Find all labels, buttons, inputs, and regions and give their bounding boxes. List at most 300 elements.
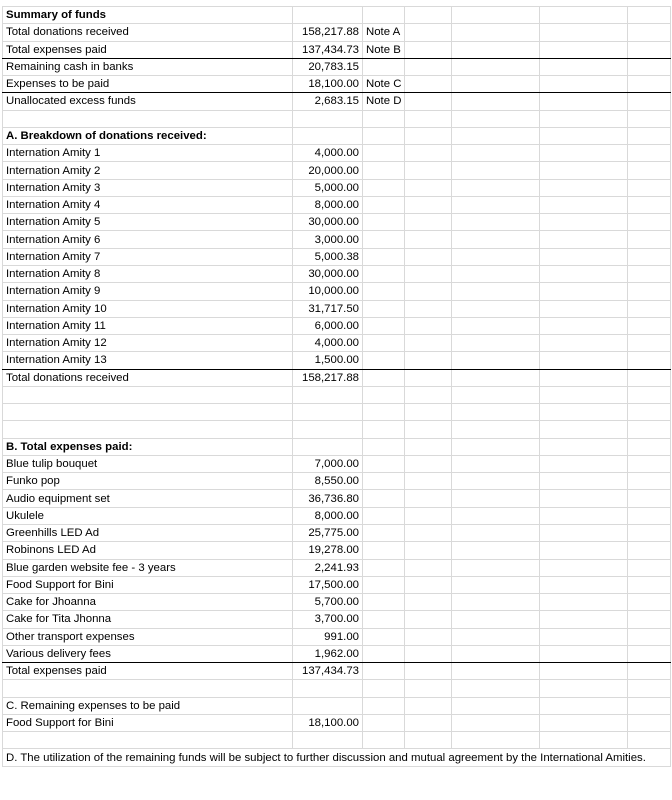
empty-cell[interactable] (405, 697, 452, 714)
empty-cell[interactable] (363, 386, 405, 403)
empty-cell[interactable] (363, 507, 405, 524)
empty-cell[interactable] (628, 594, 671, 611)
empty-cell[interactable] (363, 524, 405, 541)
empty-cell[interactable] (3, 732, 293, 749)
empty-cell[interactable] (363, 265, 405, 282)
empty-cell[interactable] (363, 645, 405, 662)
empty-cell[interactable] (405, 179, 452, 196)
expense-amount[interactable]: 8,550.00 (293, 473, 363, 490)
empty-cell[interactable] (452, 179, 540, 196)
empty-cell[interactable] (540, 455, 628, 472)
empty-cell[interactable] (405, 404, 452, 421)
empty-cell[interactable] (628, 76, 671, 93)
empty-cell[interactable] (540, 300, 628, 317)
expense-name[interactable]: Cake for Tita Jhonna (3, 611, 293, 628)
empty-cell[interactable] (540, 680, 628, 697)
note-d-text[interactable]: D. The utilization of the remaining funds will be subject to further discussion and mutual agreement by the International Amities. (3, 749, 671, 766)
summary-label[interactable]: Unallocated excess funds (3, 93, 293, 110)
empty-cell[interactable] (452, 576, 540, 593)
empty-cell[interactable] (628, 507, 671, 524)
empty-cell[interactable] (452, 283, 540, 300)
expenses-total-label[interactable]: Total expenses paid (3, 663, 293, 680)
donor-name[interactable]: Internation Amity 8 (3, 265, 293, 282)
empty-cell[interactable] (628, 24, 671, 41)
empty-cell[interactable] (405, 145, 452, 162)
empty-cell[interactable] (540, 524, 628, 541)
empty-cell[interactable] (452, 58, 540, 75)
empty-cell[interactable] (540, 714, 628, 731)
empty-cell[interactable] (405, 162, 452, 179)
empty-cell[interactable] (452, 628, 540, 645)
empty-cell[interactable] (405, 455, 452, 472)
empty-cell[interactable] (363, 196, 405, 213)
empty-cell[interactable] (452, 7, 540, 24)
empty-cell[interactable] (452, 24, 540, 41)
remaining-title[interactable]: C. Remaining expenses to be paid (3, 697, 293, 714)
empty-cell[interactable] (628, 317, 671, 334)
empty-cell[interactable] (452, 455, 540, 472)
expense-amount[interactable]: 7,000.00 (293, 455, 363, 472)
empty-cell[interactable] (452, 404, 540, 421)
empty-cell[interactable] (540, 196, 628, 213)
empty-cell[interactable] (363, 455, 405, 472)
empty-cell[interactable] (628, 680, 671, 697)
empty-cell[interactable] (363, 110, 405, 127)
empty-cell[interactable] (405, 576, 452, 593)
empty-cell[interactable] (293, 438, 363, 455)
empty-cell[interactable] (540, 594, 628, 611)
empty-cell[interactable] (628, 524, 671, 541)
empty-cell[interactable] (628, 196, 671, 213)
empty-cell[interactable] (452, 110, 540, 127)
summary-amount[interactable]: 18,100.00 (293, 76, 363, 93)
empty-cell[interactable] (628, 473, 671, 490)
donor-name[interactable]: Internation Amity 11 (3, 317, 293, 334)
empty-cell[interactable] (405, 490, 452, 507)
empty-cell[interactable] (405, 76, 452, 93)
empty-cell[interactable] (363, 714, 405, 731)
empty-cell[interactable] (363, 594, 405, 611)
summary-amount[interactable]: 2,683.15 (293, 93, 363, 110)
empty-cell[interactable] (363, 317, 405, 334)
empty-cell[interactable] (452, 300, 540, 317)
empty-cell[interactable] (628, 127, 671, 144)
donation-amount[interactable]: 3,000.00 (293, 231, 363, 248)
empty-cell[interactable] (363, 421, 405, 438)
empty-cell[interactable] (363, 7, 405, 24)
summary-note[interactable]: Note A (363, 24, 405, 41)
empty-cell[interactable] (452, 214, 540, 231)
empty-cell[interactable] (540, 645, 628, 662)
empty-cell[interactable] (363, 611, 405, 628)
empty-cell[interactable] (540, 369, 628, 386)
empty-cell[interactable] (628, 611, 671, 628)
expense-name[interactable]: Various delivery fees (3, 645, 293, 662)
expense-name[interactable]: Cake for Jhoanna (3, 594, 293, 611)
empty-cell[interactable] (405, 542, 452, 559)
expense-amount[interactable]: 36,736.80 (293, 490, 363, 507)
empty-cell[interactable] (540, 317, 628, 334)
empty-cell[interactable] (452, 714, 540, 731)
empty-cell[interactable] (628, 559, 671, 576)
expense-amount[interactable]: 17,500.00 (293, 576, 363, 593)
empty-cell[interactable] (628, 214, 671, 231)
expense-amount[interactable]: 1,962.00 (293, 645, 363, 662)
expense-name[interactable]: Audio equipment set (3, 490, 293, 507)
empty-cell[interactable] (540, 542, 628, 559)
summary-amount[interactable]: 137,434.73 (293, 41, 363, 58)
empty-cell[interactable] (452, 41, 540, 58)
empty-cell[interactable] (540, 7, 628, 24)
empty-cell[interactable] (540, 438, 628, 455)
expense-name[interactable]: Greenhills LED Ad (3, 524, 293, 541)
empty-cell[interactable] (452, 680, 540, 697)
empty-cell[interactable] (405, 196, 452, 213)
donation-amount[interactable]: 31,717.50 (293, 300, 363, 317)
empty-cell[interactable] (363, 283, 405, 300)
remaining-name[interactable]: Food Support for Bini (3, 714, 293, 731)
empty-cell[interactable] (540, 179, 628, 196)
empty-cell[interactable] (452, 76, 540, 93)
donation-amount[interactable]: 4,000.00 (293, 145, 363, 162)
expense-amount[interactable]: 25,775.00 (293, 524, 363, 541)
expense-name[interactable]: Food Support for Bini (3, 576, 293, 593)
empty-cell[interactable] (3, 404, 293, 421)
empty-cell[interactable] (540, 76, 628, 93)
empty-cell[interactable] (405, 732, 452, 749)
empty-cell[interactable] (540, 421, 628, 438)
empty-cell[interactable] (363, 127, 405, 144)
empty-cell[interactable] (628, 283, 671, 300)
summary-title[interactable]: Summary of funds (3, 7, 293, 24)
donor-name[interactable]: Internation Amity 7 (3, 248, 293, 265)
empty-cell[interactable] (540, 697, 628, 714)
summary-label[interactable]: Total donations received (3, 24, 293, 41)
empty-cell[interactable] (405, 110, 452, 127)
donor-name[interactable]: Internation Amity 6 (3, 231, 293, 248)
empty-cell[interactable] (363, 576, 405, 593)
empty-cell[interactable] (628, 7, 671, 24)
empty-cell[interactable] (405, 628, 452, 645)
empty-cell[interactable] (363, 490, 405, 507)
empty-cell[interactable] (540, 93, 628, 110)
summary-note[interactable]: Note D (363, 93, 405, 110)
donor-name[interactable]: Internation Amity 10 (3, 300, 293, 317)
empty-cell[interactable] (405, 438, 452, 455)
summary-amount[interactable]: 20,783.15 (293, 58, 363, 75)
empty-cell[interactable] (405, 248, 452, 265)
donation-amount[interactable]: 10,000.00 (293, 283, 363, 300)
donor-name[interactable]: Internation Amity 13 (3, 352, 293, 369)
summary-note[interactable]: Note C (363, 76, 405, 93)
empty-cell[interactable] (628, 352, 671, 369)
empty-cell[interactable] (628, 145, 671, 162)
donation-amount[interactable]: 8,000.00 (293, 196, 363, 213)
empty-cell[interactable] (628, 714, 671, 731)
donations-total-amount[interactable]: 158,217.88 (293, 369, 363, 386)
empty-cell[interactable] (405, 317, 452, 334)
empty-cell[interactable] (405, 58, 452, 75)
empty-cell[interactable] (405, 524, 452, 541)
empty-cell[interactable] (628, 697, 671, 714)
empty-cell[interactable] (363, 404, 405, 421)
empty-cell[interactable] (628, 576, 671, 593)
empty-cell[interactable] (405, 645, 452, 662)
empty-cell[interactable] (628, 162, 671, 179)
empty-cell[interactable] (293, 732, 363, 749)
empty-cell[interactable] (293, 7, 363, 24)
remaining-amount[interactable]: 18,100.00 (293, 714, 363, 731)
empty-cell[interactable] (405, 386, 452, 403)
donor-name[interactable]: Internation Amity 5 (3, 214, 293, 231)
empty-cell[interactable] (452, 386, 540, 403)
expense-name[interactable]: Funko pop (3, 473, 293, 490)
empty-cell[interactable] (405, 473, 452, 490)
empty-cell[interactable] (452, 162, 540, 179)
empty-cell[interactable] (540, 283, 628, 300)
summary-label[interactable]: Remaining cash in banks (3, 58, 293, 75)
empty-cell[interactable] (363, 214, 405, 231)
empty-cell[interactable] (452, 248, 540, 265)
empty-cell[interactable] (540, 507, 628, 524)
empty-cell[interactable] (540, 732, 628, 749)
empty-cell[interactable] (628, 455, 671, 472)
empty-cell[interactable] (628, 438, 671, 455)
empty-cell[interactable] (452, 542, 540, 559)
empty-cell[interactable] (293, 404, 363, 421)
donor-name[interactable]: Internation Amity 12 (3, 335, 293, 352)
donor-name[interactable]: Internation Amity 3 (3, 179, 293, 196)
empty-cell[interactable] (540, 248, 628, 265)
empty-cell[interactable] (452, 663, 540, 680)
empty-cell[interactable] (452, 317, 540, 334)
empty-cell[interactable] (363, 438, 405, 455)
donation-amount[interactable]: 6,000.00 (293, 317, 363, 334)
empty-cell[interactable] (405, 231, 452, 248)
empty-cell[interactable] (540, 110, 628, 127)
empty-cell[interactable] (452, 196, 540, 213)
empty-cell[interactable] (452, 352, 540, 369)
empty-cell[interactable] (452, 145, 540, 162)
empty-cell[interactable] (363, 542, 405, 559)
donation-amount[interactable]: 5,000.00 (293, 179, 363, 196)
empty-cell[interactable] (540, 473, 628, 490)
expenses-title[interactable]: B. Total expenses paid: (3, 438, 293, 455)
empty-cell[interactable] (540, 41, 628, 58)
empty-cell[interactable] (405, 352, 452, 369)
empty-cell[interactable] (628, 542, 671, 559)
empty-cell[interactable] (363, 663, 405, 680)
empty-cell[interactable] (452, 421, 540, 438)
empty-cell[interactable] (452, 231, 540, 248)
empty-cell[interactable] (363, 231, 405, 248)
donations-title[interactable]: A. Breakdown of donations received: (3, 127, 293, 144)
donations-total-label[interactable]: Total donations received (3, 369, 293, 386)
empty-cell[interactable] (405, 559, 452, 576)
empty-cell[interactable] (628, 404, 671, 421)
summary-label[interactable]: Total expenses paid (3, 41, 293, 58)
donation-amount[interactable]: 4,000.00 (293, 335, 363, 352)
empty-cell[interactable] (293, 386, 363, 403)
empty-cell[interactable] (405, 421, 452, 438)
empty-cell[interactable] (405, 24, 452, 41)
empty-cell[interactable] (452, 732, 540, 749)
empty-cell[interactable] (452, 473, 540, 490)
expense-amount[interactable]: 19,278.00 (293, 542, 363, 559)
empty-cell[interactable] (540, 127, 628, 144)
expense-name[interactable]: Robinons LED Ad (3, 542, 293, 559)
empty-cell[interactable] (405, 300, 452, 317)
empty-cell[interactable] (363, 335, 405, 352)
empty-cell[interactable] (405, 663, 452, 680)
empty-cell[interactable] (3, 421, 293, 438)
empty-cell[interactable] (405, 369, 452, 386)
empty-cell[interactable] (452, 507, 540, 524)
empty-cell[interactable] (405, 507, 452, 524)
empty-cell[interactable] (540, 24, 628, 41)
empty-cell[interactable] (363, 680, 405, 697)
empty-cell[interactable] (293, 697, 363, 714)
donation-amount[interactable]: 20,000.00 (293, 162, 363, 179)
empty-cell[interactable] (363, 162, 405, 179)
expense-amount[interactable]: 2,241.93 (293, 559, 363, 576)
empty-cell[interactable] (540, 559, 628, 576)
empty-cell[interactable] (540, 145, 628, 162)
expense-name[interactable]: Blue garden website fee - 3 years (3, 559, 293, 576)
empty-cell[interactable] (540, 265, 628, 282)
empty-cell[interactable] (628, 663, 671, 680)
donor-name[interactable]: Internation Amity 4 (3, 196, 293, 213)
empty-cell[interactable] (363, 300, 405, 317)
empty-cell[interactable] (628, 41, 671, 58)
empty-cell[interactable] (452, 611, 540, 628)
empty-cell[interactable] (452, 697, 540, 714)
empty-cell[interactable] (628, 110, 671, 127)
empty-cell[interactable] (405, 594, 452, 611)
expenses-total-amount[interactable]: 137,434.73 (293, 663, 363, 680)
empty-cell[interactable] (405, 214, 452, 231)
empty-cell[interactable] (540, 576, 628, 593)
empty-cell[interactable] (628, 265, 671, 282)
empty-cell[interactable] (363, 369, 405, 386)
donor-name[interactable]: Internation Amity 9 (3, 283, 293, 300)
empty-cell[interactable] (628, 335, 671, 352)
empty-cell[interactable] (452, 93, 540, 110)
empty-cell[interactable] (405, 680, 452, 697)
empty-cell[interactable] (628, 300, 671, 317)
empty-cell[interactable] (293, 110, 363, 127)
expense-name[interactable]: Ukulele (3, 507, 293, 524)
empty-cell[interactable] (293, 680, 363, 697)
empty-cell[interactable] (405, 714, 452, 731)
empty-cell[interactable] (363, 473, 405, 490)
empty-cell[interactable] (363, 697, 405, 714)
empty-cell[interactable] (452, 645, 540, 662)
empty-cell[interactable] (452, 335, 540, 352)
empty-cell[interactable] (540, 58, 628, 75)
empty-cell[interactable] (452, 438, 540, 455)
empty-cell[interactable] (540, 490, 628, 507)
summary-label[interactable]: Expenses to be paid (3, 76, 293, 93)
expense-amount[interactable]: 8,000.00 (293, 507, 363, 524)
empty-cell[interactable] (405, 335, 452, 352)
empty-cell[interactable] (363, 559, 405, 576)
empty-cell[interactable] (452, 594, 540, 611)
donor-name[interactable]: Internation Amity 1 (3, 145, 293, 162)
empty-cell[interactable] (540, 162, 628, 179)
empty-cell[interactable] (363, 145, 405, 162)
donation-amount[interactable]: 30,000.00 (293, 265, 363, 282)
empty-cell[interactable] (540, 352, 628, 369)
empty-cell[interactable] (405, 41, 452, 58)
summary-note[interactable]: Note B (363, 41, 405, 58)
empty-cell[interactable] (628, 732, 671, 749)
empty-cell[interactable] (540, 404, 628, 421)
empty-cell[interactable] (405, 93, 452, 110)
empty-cell[interactable] (452, 265, 540, 282)
expense-name[interactable]: Other transport expenses (3, 628, 293, 645)
empty-cell[interactable] (363, 248, 405, 265)
empty-cell[interactable] (628, 231, 671, 248)
empty-cell[interactable] (628, 490, 671, 507)
empty-cell[interactable] (363, 352, 405, 369)
expense-name[interactable]: Blue tulip bouquet (3, 455, 293, 472)
empty-cell[interactable] (363, 179, 405, 196)
empty-cell[interactable] (628, 248, 671, 265)
empty-cell[interactable] (293, 127, 363, 144)
empty-cell[interactable] (628, 386, 671, 403)
donation-amount[interactable]: 30,000.00 (293, 214, 363, 231)
empty-cell[interactable] (628, 645, 671, 662)
empty-cell[interactable] (3, 110, 293, 127)
empty-cell[interactable] (628, 628, 671, 645)
summary-amount[interactable]: 158,217.88 (293, 24, 363, 41)
empty-cell[interactable] (540, 386, 628, 403)
empty-cell[interactable] (628, 421, 671, 438)
empty-cell[interactable] (405, 265, 452, 282)
empty-cell[interactable] (452, 490, 540, 507)
empty-cell[interactable] (540, 611, 628, 628)
expense-amount[interactable]: 3,700.00 (293, 611, 363, 628)
empty-cell[interactable] (540, 628, 628, 645)
empty-cell[interactable] (405, 283, 452, 300)
expense-amount[interactable]: 5,700.00 (293, 594, 363, 611)
empty-cell[interactable] (540, 231, 628, 248)
empty-cell[interactable] (405, 611, 452, 628)
donor-name[interactable]: Internation Amity 2 (3, 162, 293, 179)
empty-cell[interactable] (628, 93, 671, 110)
empty-cell[interactable] (452, 369, 540, 386)
empty-cell[interactable] (405, 7, 452, 24)
empty-cell[interactable] (363, 628, 405, 645)
empty-cell[interactable] (452, 524, 540, 541)
empty-cell[interactable] (540, 335, 628, 352)
donation-amount[interactable]: 5,000.38 (293, 248, 363, 265)
empty-cell[interactable] (628, 369, 671, 386)
donation-amount[interactable]: 1,500.00 (293, 352, 363, 369)
empty-cell[interactable] (405, 127, 452, 144)
empty-cell[interactable] (628, 179, 671, 196)
empty-cell[interactable] (3, 386, 293, 403)
summary-note[interactable] (363, 58, 405, 75)
empty-cell[interactable] (452, 559, 540, 576)
empty-cell[interactable] (452, 127, 540, 144)
empty-cell[interactable] (540, 663, 628, 680)
empty-cell[interactable] (540, 214, 628, 231)
empty-cell[interactable] (628, 58, 671, 75)
expense-amount[interactable]: 991.00 (293, 628, 363, 645)
empty-cell[interactable] (3, 680, 293, 697)
